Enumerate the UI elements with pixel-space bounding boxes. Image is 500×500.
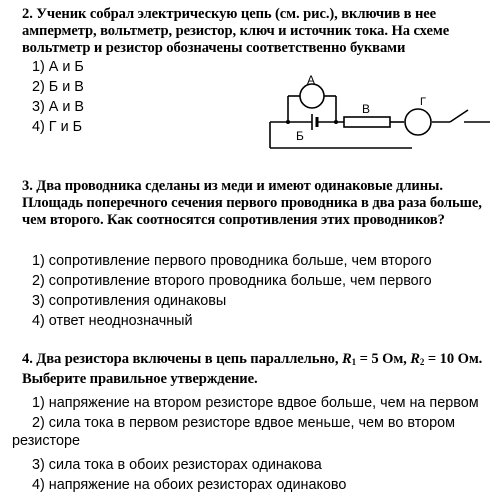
q4-option-4: 4) напряжение на обоих резисторах одинаково [32, 477, 347, 493]
q3-option-3: 3) сопротивления одинаковы [32, 293, 227, 309]
q2-option-4: 4) Г и Б [32, 119, 83, 135]
label-a: А [307, 73, 316, 87]
circuit-diagram [262, 72, 492, 154]
r1-sub: 1 [351, 357, 357, 367]
r1-symbol: R [341, 351, 352, 367]
q2-option-2: 2) Б и В [32, 79, 84, 95]
r1-value: = 5 Ом, [356, 351, 407, 367]
label-b: Б [296, 129, 304, 143]
q2-option-1: 1) А и Б [32, 59, 84, 75]
q4-option-1: 1) напряжение на втором резисторе вдвое больше, чем на первом [32, 395, 479, 411]
q4-option-2-line1: 2) сила тока в первом резисторе вдвое меньше, чем во втором [32, 415, 456, 431]
q4-option-3: 3) сила тока в обоих резисторах одинакова [32, 457, 322, 473]
q4-text-before: 4. Два резистора включены в цепь параллельно, [22, 351, 342, 367]
q3-option-2: 2) сопротивление второго проводника больше, чем первого [32, 273, 432, 289]
r2-symbol: R [410, 351, 420, 367]
r2-sub: 2 [419, 357, 425, 367]
q3-text: 3. Два проводника сделаны из меди и имеют одинаковые длины. Площадь поперечного сечения первого проводника в два раза больше, чем второго. Как соотносятся сопротивления этих проводников? [22, 178, 482, 228]
q4-option-2-line2: резисторе [12, 433, 80, 449]
q4-text-after: = 10 Ом. Выберите правильное утверждение. [22, 351, 483, 387]
q3-option-4: 4) ответ неоднозначный [32, 313, 193, 329]
q2-text: 2. Ученик собрал электрическую цепь (см. рис.), включив в нее амперметр, вольтметр, резистор, ключ и источник тока. На схеме вольтметр и резистор обозначены соответственно буквами [22, 6, 450, 56]
q3-option-1: 1) сопротивление первого проводника больше, чем второго [32, 253, 432, 269]
label-g: Г [420, 96, 426, 108]
q4-text [22, 351, 494, 388]
label-v: В [362, 102, 371, 116]
q2-option-3: 3) А и В [32, 99, 85, 115]
